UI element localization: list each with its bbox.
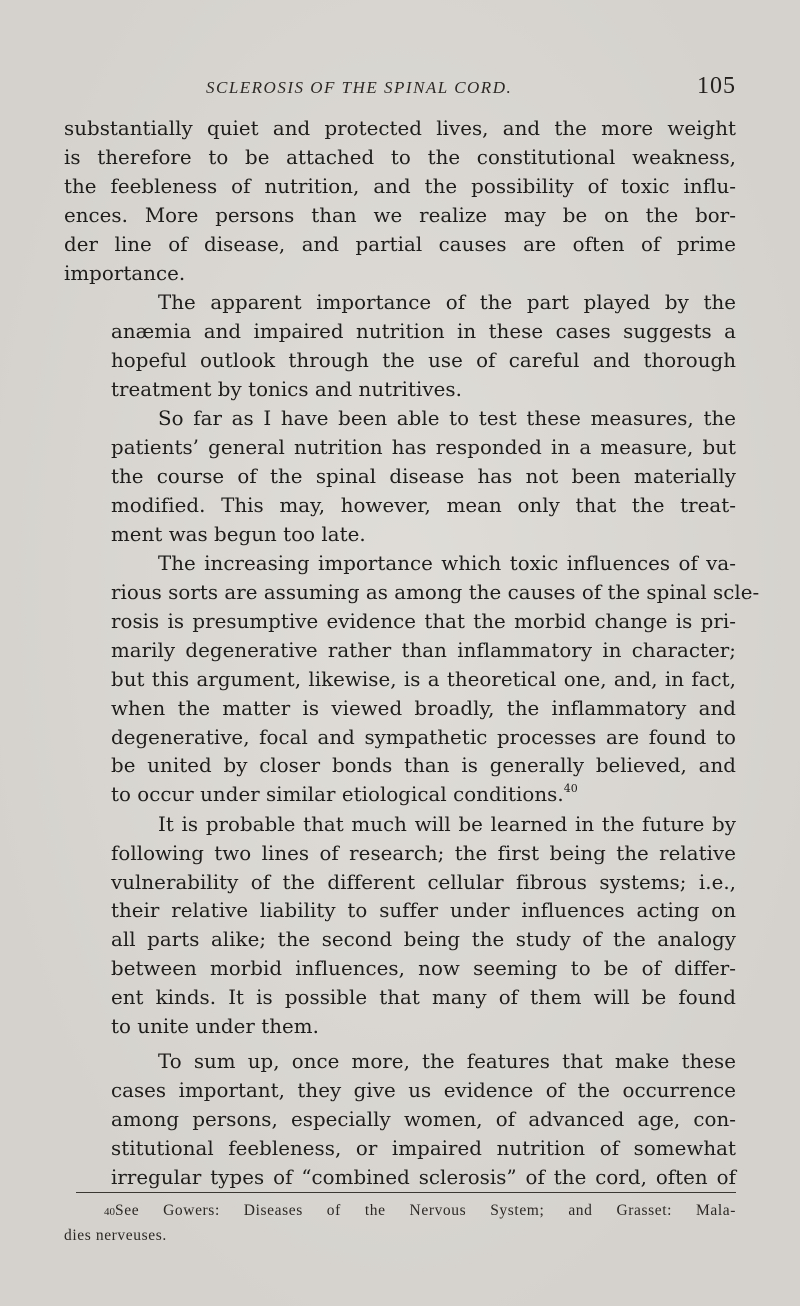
text-line: be united by closer bonds than is generally believed, and: [111, 754, 736, 778]
paragraph-3: [64, 405, 736, 550]
paragraph-1: [64, 115, 736, 288]
text-line: substantially quiet and protected lives, and the more weight: [64, 117, 736, 140]
text-line: ences. More persons than we realize may be on the bor-: [64, 203, 736, 227]
text-line: It is probable that much will be learned in the future by: [158, 812, 736, 836]
text-line: stitutional feebleness, or impaired nutrition of somewhat: [111, 1136, 736, 1160]
text-line: treatment by tonics and nutritives.: [111, 377, 462, 401]
text-line: their relative liability to suffer under influences acting on: [111, 899, 736, 923]
text-line: among persons, especially women, of advanced age, con-: [111, 1107, 736, 1131]
running-title: SCLEROSIS OF THE SPINAL CORD.: [206, 78, 513, 97]
text-line: cases important, they give us evidence of the occurrence: [111, 1078, 736, 1102]
paragraph-2: [64, 289, 736, 405]
footnote: [64, 1199, 736, 1248]
footnote-divider: [76, 1192, 736, 1193]
text-line: ent kinds. It is possible that many of them will be found: [111, 986, 736, 1010]
paragraph-6: [64, 1048, 736, 1193]
text-line: degenerative, focal and sympathetic processes are found to: [111, 725, 736, 749]
text-line: marily degenerative rather than inflammatory in character;: [111, 638, 736, 662]
text-line: [64, 781, 736, 810]
footnote-line: dies nerveuses.: [64, 1227, 167, 1244]
running-head: [76, 73, 736, 108]
text-line: all parts alike; the second being the study of the analogy: [111, 928, 736, 952]
text-line: between morbid influences, now seeming to be of differ-: [111, 957, 736, 981]
text-line: So far as I have been able to test these measures, the: [158, 407, 736, 431]
footnote-reference[interactable]: 40: [563, 782, 578, 796]
text-line: is therefore to be attached to the constitutional weakness,: [64, 145, 736, 169]
text-line: modified. This may, however, mean only that the treat-: [111, 493, 736, 517]
text-line: The apparent importance of the part played by the: [158, 290, 736, 314]
text-line-content: to occur under similar etiological conditions.: [111, 783, 564, 807]
text-line: rosis is presumptive evidence that the morbid change is pri-: [111, 609, 736, 633]
footnote-line: [64, 1199, 736, 1224]
footnote-text: [64, 1199, 736, 1224]
text-line: to unite under them.: [111, 1015, 319, 1039]
text-line: To sum up, once more, the features that make these: [158, 1050, 736, 1073]
paragraph-4: [64, 550, 760, 810]
text-line: the feebleness of nutrition, and the possibility of toxic influ-: [64, 174, 736, 198]
text-line: vulnerability of the different cellular fibrous systems; i.e.,: [111, 870, 736, 894]
text-line: hopeful outlook through the use of careful and thorough: [111, 348, 736, 372]
text-line: rious sorts are assuming as among the causes of the spinal scle-: [111, 581, 760, 604]
text-line: but this argument, likewise, is a theoretical one, and, in fact,: [111, 667, 736, 691]
text-line: when the matter is viewed broadly, the inflammatory and: [111, 696, 736, 720]
body-text: [64, 115, 760, 1193]
text-line: anæmia and impaired nutrition in these cases suggests a: [111, 319, 736, 343]
text-line: the course of the spinal disease has not been materially: [111, 464, 736, 488]
text-line: importance.: [64, 261, 186, 285]
text-line: der line of disease, and partial causes are often of prime: [64, 232, 736, 256]
text-line: following two lines of research; the first being the relative: [111, 841, 736, 865]
page-number: 105: [697, 73, 736, 99]
text-line: ment was begun too late.: [111, 522, 366, 546]
footnote-line-content: See Gowers: Diseases of the Nervous System; and Grasset: Mala-: [115, 1202, 736, 1219]
text-line: irregular types of “combined sclerosis” of the cord, often of: [111, 1165, 736, 1189]
text-line: patients’ general nutrition has responded in a measure, but: [111, 435, 736, 459]
footnote-number: 40: [104, 1206, 115, 1218]
paragraph-5: [64, 811, 736, 1042]
text-line: The increasing importance which toxic influences of va-: [158, 552, 736, 576]
